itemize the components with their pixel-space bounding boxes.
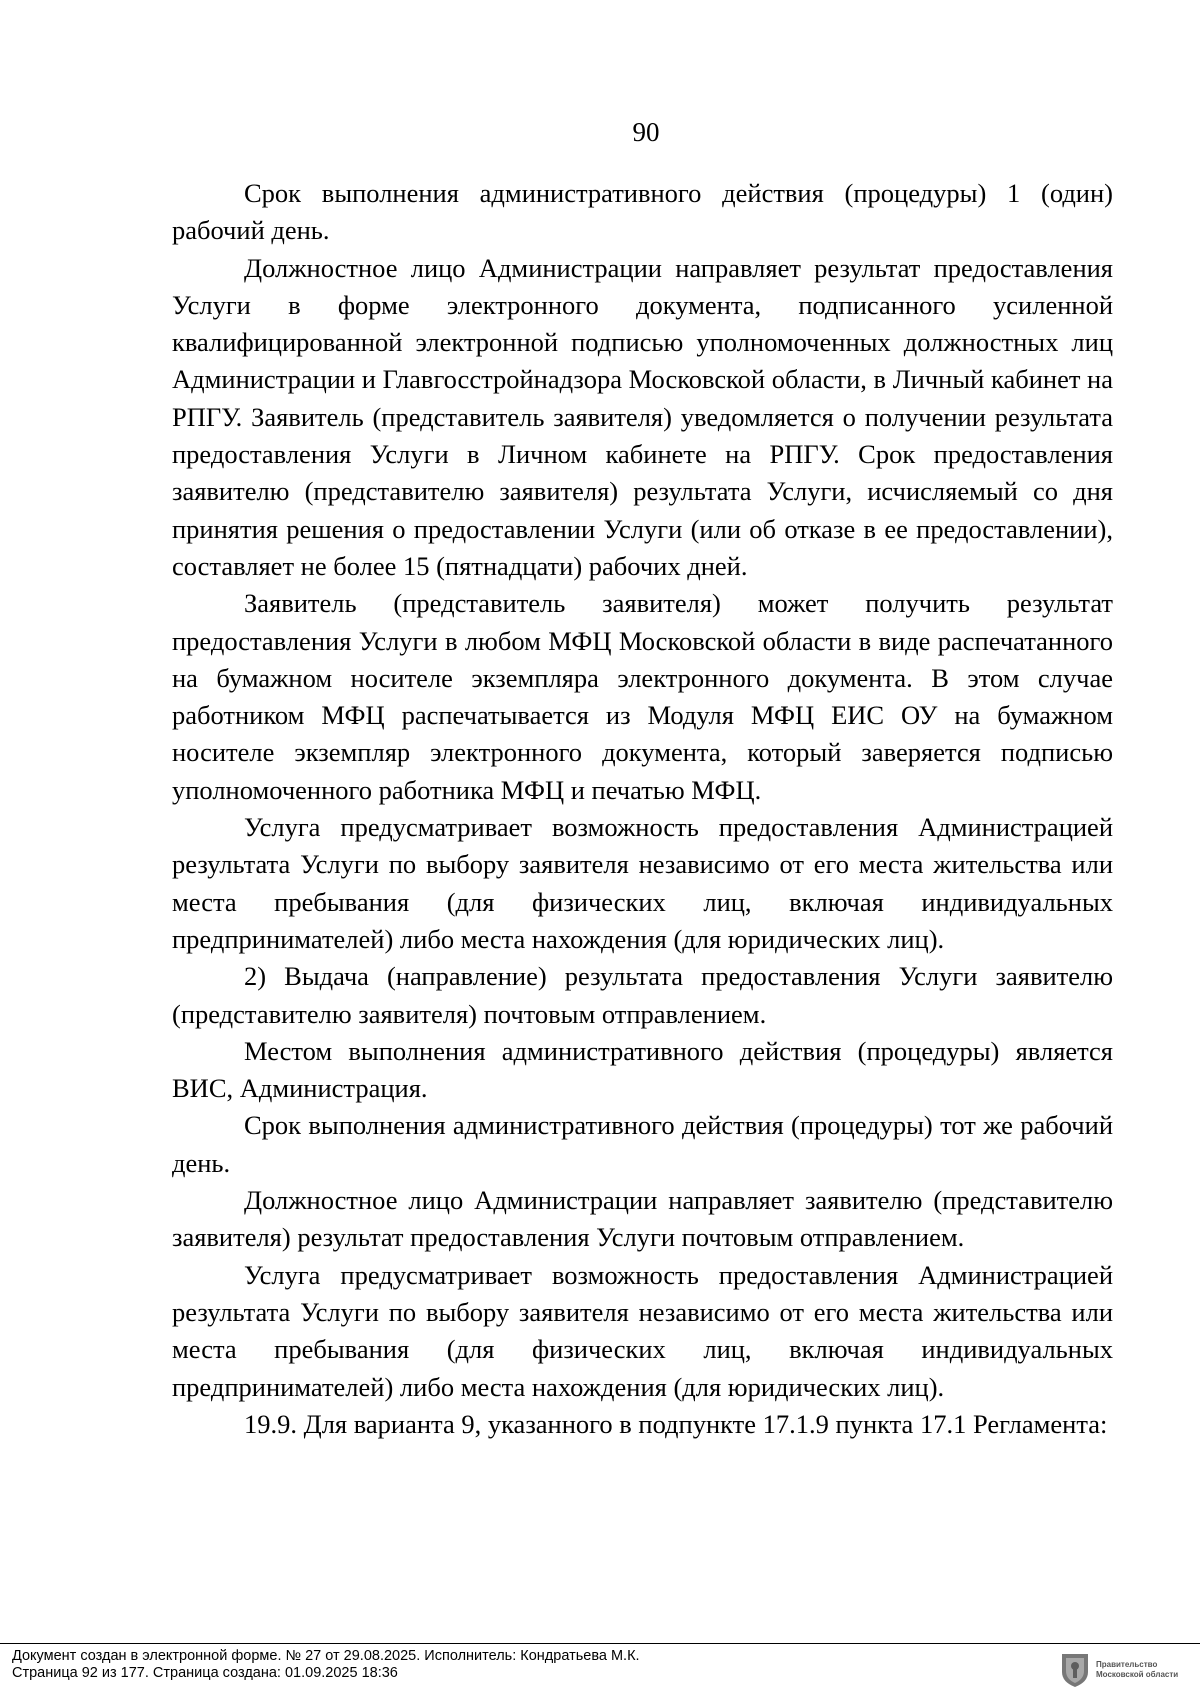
paragraph-4: Услуга предусматривает возможность предоставления Администрацией результата Услуги по выбору заявителя независимо от его места жительства или места пребывания (для физических лиц, включая индивидуальных предпринимателей) либо места нахождения (для юридических лиц).: [172, 812, 1113, 954]
paragraph-2: Должностное лицо Администрации направляет результат предоставления Услуги в форме электронного документа, подписанного усиленной квалифицированной электронной подписью уполномоченных должностных лиц Администрации и Главгосстройнадзора Московской области, в Личный кабинет на РПГУ. Заявитель (представитель заявителя) уведомляется о получении результата предоставления Услуги в Личном кабинете на РПГУ. Срок предоставления заявителю (представителю заявителя) результата Услуги, исчисляемый со дня принятия решения о предоставлении Услуги (или об отказе в ее предоставлении), составляет не более 15 (пятнадцати) рабочих дней.: [172, 252, 1113, 581]
paragraph-8: Должностное лицо Администрации направляет заявителю (представителю заявителя) результат предоставления Услуги почтовым отправлением.: [172, 1185, 1113, 1253]
paragraph-6: Местом выполнения административного действия (процедуры) является ВИС, Администрация.: [172, 1035, 1113, 1104]
document-body: [172, 175, 1113, 1443]
moscow-region-emblem-icon: [1060, 1652, 1090, 1688]
paragraph-1: Срок выполнения административного действия (процедуры) 1 (один) рабочий день.: [172, 178, 1113, 246]
footer-divider: [0, 1643, 1200, 1644]
government-logo-text: Правительство Московской области: [1096, 1660, 1179, 1679]
footer-line-1: Документ создан в электронной форме. № 27 от 29.08.2025. Исполнитель: Кондратьева М.К.: [12, 1648, 640, 1664]
paragraph-10: 19.9. Для варианта 9, указанного в подпункте 17.1.9 пункта 17.1 Регламента:: [244, 1408, 1108, 1439]
footer-info: [12, 1648, 640, 1682]
paragraph-5: 2) Выдача (направление) результата предоставления Услуги заявителю (представителю заявителя) почтовым отправлением.: [172, 961, 1113, 1029]
government-logo: [1060, 1649, 1192, 1691]
paragraph-9: Услуга предусматривает возможность предоставления Администрацией результата Услуги по выбору заявителя независимо от его места жительства или места пребывания (для физических лиц, включая индивидуальных предпринимателей) либо места нахождения (для юридических лиц).: [172, 1259, 1113, 1402]
paragraph-7: Срок выполнения административного действия (процедуры) тот же рабочий день.: [172, 1110, 1113, 1178]
page-number: 90: [632, 117, 660, 147]
paragraph-3: Заявитель (представитель заявителя) может получить результат предоставления Услуги в любом МФЦ Московской области в виде распечатанного на бумажном носителе экземпляра электронного документа. В этом случае работником МФЦ распечатывается из Модуля МФЦ ЕИС ОУ на бумажном носителе экземпляр электронного документа, который заверяется подписью уполномоченного работника МФЦ и печатью МФЦ.: [172, 588, 1113, 805]
footer-line-2: Страница 92 из 177. Страница создана: 01.09.2025 18:36: [12, 1665, 398, 1681]
